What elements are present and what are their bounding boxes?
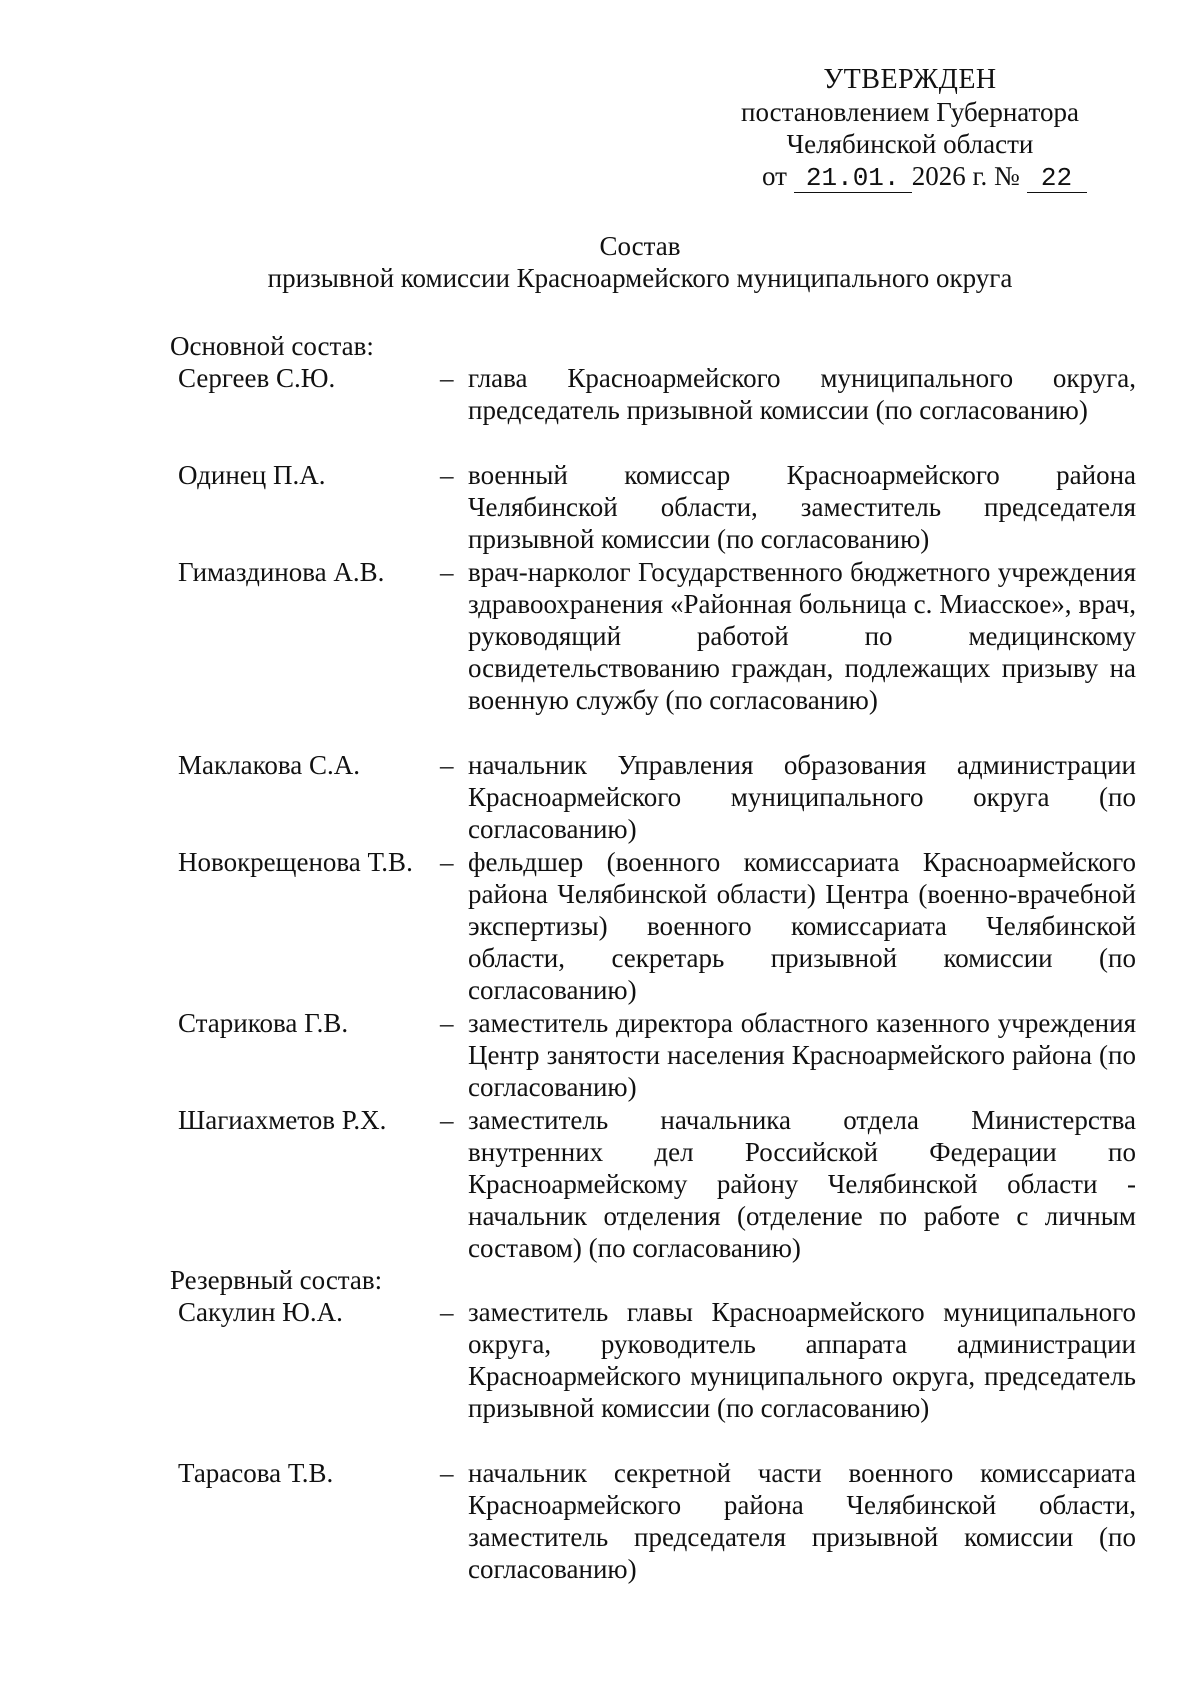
member-name: Старикова Г.В. <box>178 1008 349 1038</box>
member-dash: – <box>440 847 454 877</box>
member-role: заместитель главы Красноармейского муниципального округа, руководитель аппарата администрации Красноармейского муниципального округа, председатель призывной комиссии (по согласованию) <box>468 1297 1136 1423</box>
document-heading <box>150 230 1130 294</box>
member-dash: – <box>440 557 454 587</box>
approval-line-2: Челябинской области <box>786 129 1034 159</box>
member-name: Маклакова С.А. <box>178 750 360 780</box>
approval-line-1: постановлением Губернатора <box>741 97 1079 127</box>
approval-date-line <box>700 160 1120 193</box>
member-role: фельдшер (военного комиссариата Красноармейского района Челябинской области) Центра (военно-врачебной экспертизы) военного комиссариата Челябинской области, секретарь призывной комиссии (по согласованию) <box>468 847 1136 1005</box>
approval-number: 22 <box>1027 164 1087 193</box>
member-dash: – <box>440 1105 454 1135</box>
member-name: Новокрещенова Т.В. <box>178 847 413 877</box>
member-role: врач-нарколог Государственного бюджетного учреждения здравоохранения «Районная больница с. Миасское», врач, руководящий работой по медицинскому освидетельствованию граждан, подлежащих призыву на военную службу (по согласованию) <box>468 557 1136 715</box>
heading-line-1: Состав <box>599 231 681 261</box>
reserve-section-label: Резервный состав: <box>170 1265 383 1295</box>
approval-title: УТВЕРЖДЕН <box>823 64 997 95</box>
member-name: Сергеев С.Ю. <box>178 363 336 393</box>
date-prefix: от <box>762 161 787 191</box>
heading-line-2: призывной комиссии Красноармейского муниципального округа <box>267 263 1013 293</box>
member-role: заместитель начальника отдела Министерства внутренних дел Российской Федерации по Красноармейскому району Челябинской области - начальник отделения (отделение по работе с личным составом) (по согласованию) <box>468 1105 1136 1263</box>
member-role: начальник Управления образования администрации Красноармейского муниципального округа (по согласованию) <box>468 750 1136 844</box>
member-name: Сакулин Ю.А. <box>178 1297 343 1327</box>
member-dash: – <box>440 1297 454 1327</box>
member-dash: – <box>440 460 454 490</box>
member-name: Гимаздинова А.В. <box>178 557 385 587</box>
member-dash: – <box>440 1458 454 1488</box>
main-section-label: Основной состав: <box>170 331 374 361</box>
approval-year: 2026 г. № <box>911 161 1020 191</box>
approval-date: 21.01. <box>794 164 912 193</box>
member-dash: – <box>440 363 454 393</box>
approval-stamp <box>700 64 1120 193</box>
member-name: Шагиахметов Р.Х. <box>178 1105 387 1135</box>
member-name: Одинец П.А. <box>178 460 326 490</box>
member-name: Тарасова Т.В. <box>178 1458 334 1488</box>
member-role: начальник секретной части военного комиссариата Красноармейского района Челябинской области, заместитель председателя призывной комиссии (по согласованию) <box>468 1458 1136 1584</box>
member-dash: – <box>440 750 454 780</box>
member-role: глава Красноармейского муниципального округа, председатель призывной комиссии (по согласованию) <box>468 363 1136 425</box>
member-dash: – <box>440 1008 454 1038</box>
member-role: военный комиссар Красноармейского района Челябинской области, заместитель председателя призывной комиссии (по согласованию) <box>468 460 1136 554</box>
member-role: заместитель директора областного казенного учреждения Центр занятости населения Красноармейского района (по согласованию) <box>468 1008 1136 1102</box>
